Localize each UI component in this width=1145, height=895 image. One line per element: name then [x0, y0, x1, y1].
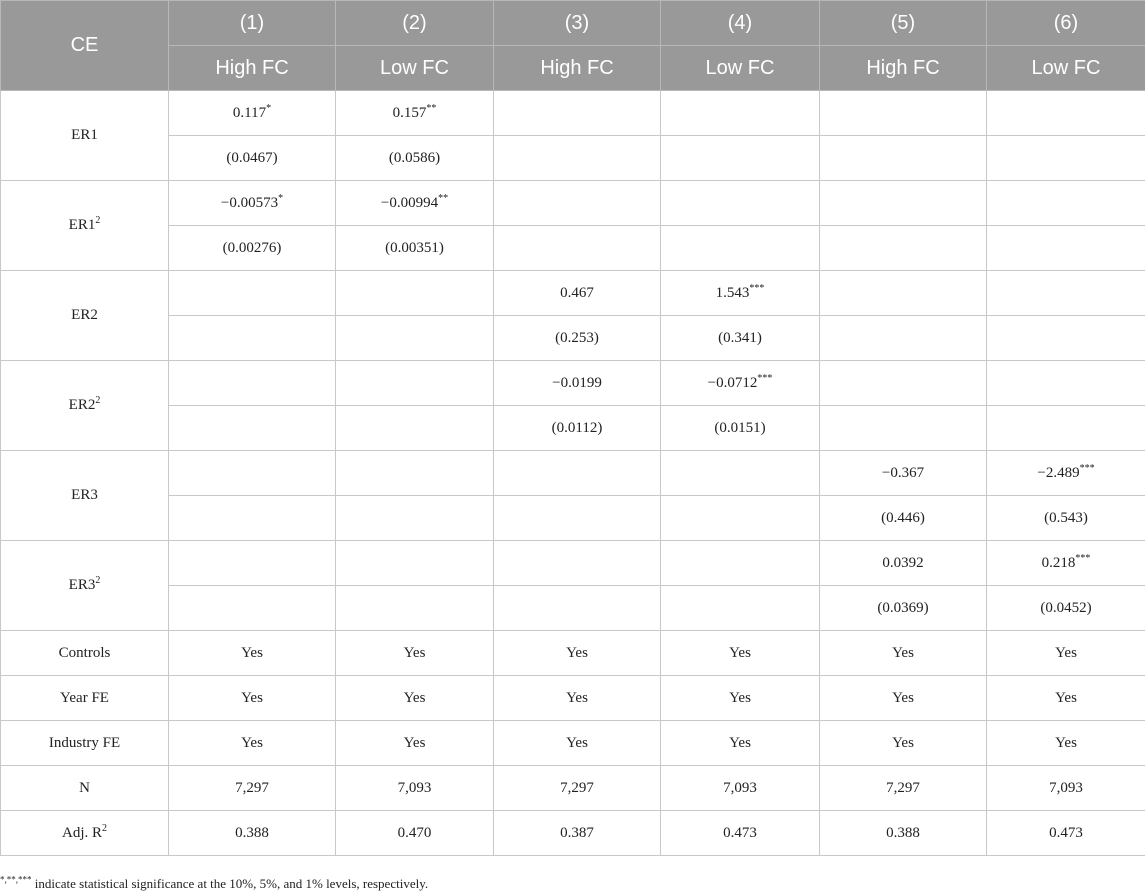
standard-error-cell	[169, 586, 336, 631]
row-label	[1, 811, 169, 856]
table-row-summary	[1, 811, 1145, 856]
summary-cell: 7,297	[494, 766, 661, 811]
coefficient-cell	[987, 271, 1145, 316]
table-row-standard-error	[1, 136, 1145, 181]
summary-cell: Yes	[987, 676, 1145, 721]
header-group-1: High FC	[169, 46, 336, 91]
table-row-standard-error	[1, 316, 1145, 361]
standard-error-cell	[169, 316, 336, 361]
table-row-summary	[1, 631, 1145, 676]
standard-error-cell	[169, 406, 336, 451]
table-row-summary	[1, 676, 1145, 721]
summary-cell: 7,093	[336, 766, 494, 811]
table-row-standard-error	[1, 406, 1145, 451]
coefficient-cell	[169, 451, 336, 496]
row-label-text: ER1	[71, 127, 98, 143]
standard-error-cell	[820, 226, 987, 271]
standard-error-cell	[987, 226, 1145, 271]
summary-cell: Yes	[169, 676, 336, 721]
header-row-groups	[1, 46, 1145, 91]
summary-cell: Yes	[987, 631, 1145, 676]
header-model-6: (6)	[987, 1, 1145, 46]
coefficient-cell	[336, 181, 494, 226]
coefficient-cell	[661, 451, 820, 496]
row-label	[1, 766, 169, 811]
row-label-text: ER2	[71, 307, 98, 323]
significance-stars: ***	[749, 282, 765, 294]
table-row-coefficient	[1, 271, 1145, 316]
coefficient-value: 0.218	[1041, 554, 1076, 571]
standard-error-cell	[336, 316, 494, 361]
summary-cell: 0.388	[820, 811, 987, 856]
coefficient-cell	[169, 181, 336, 226]
summary-cell: 0.387	[494, 811, 661, 856]
row-label	[1, 631, 169, 676]
coefficient-value: −2.489	[1037, 464, 1080, 481]
summary-cell: Yes	[987, 721, 1145, 766]
coefficient-cell	[494, 451, 661, 496]
coefficient-cell	[336, 271, 494, 316]
coefficient-cell	[169, 541, 336, 586]
coefficient-cell	[820, 271, 987, 316]
coefficient-cell	[820, 181, 987, 226]
standard-error-cell: (0.0112)	[494, 406, 661, 451]
coefficient-cell	[661, 541, 820, 586]
row-label	[1, 91, 169, 181]
header-group-3: High FC	[494, 46, 661, 91]
coefficient-value: 1.543	[715, 284, 750, 301]
table-header	[1, 1, 1145, 91]
summary-cell: Yes	[336, 721, 494, 766]
table-row-coefficient	[1, 451, 1145, 496]
header-row-model-numbers	[1, 1, 1145, 46]
table-row-standard-error	[1, 586, 1145, 631]
coefficient-cell	[661, 271, 820, 316]
coefficient-cell	[987, 451, 1145, 496]
coefficient-cell	[987, 181, 1145, 226]
standard-error-cell	[661, 136, 820, 181]
standard-error-cell	[987, 406, 1145, 451]
header-model-2: (2)	[336, 1, 494, 46]
coefficient-cell	[169, 91, 336, 136]
summary-cell: Yes	[661, 631, 820, 676]
summary-cell: Yes	[169, 631, 336, 676]
coefficient-value: 0.467	[560, 284, 594, 301]
coefficient-value: −0.0712	[707, 374, 758, 391]
row-label	[1, 361, 169, 451]
coefficient-cell	[494, 541, 661, 586]
table-body	[1, 91, 1145, 856]
coefficient-cell	[661, 181, 820, 226]
header-model-3: (3)	[494, 1, 661, 46]
standard-error-cell	[336, 406, 494, 451]
row-label-text: ER2	[68, 397, 96, 413]
row-label-superscript: 2	[102, 822, 107, 834]
summary-cell: Yes	[336, 676, 494, 721]
row-label-superscript: 2	[95, 215, 101, 226]
standard-error-cell	[987, 316, 1145, 361]
standard-error-cell	[661, 226, 820, 271]
significance-stars: ***	[757, 372, 773, 384]
note-stars: *,**,***	[0, 874, 32, 885]
coefficient-cell	[820, 91, 987, 136]
row-label	[1, 676, 169, 721]
row-label-text: N	[79, 779, 90, 796]
coefficient-value: −0.00573	[220, 194, 279, 211]
standard-error-cell	[494, 136, 661, 181]
standard-error-cell	[661, 586, 820, 631]
summary-cell: Yes	[820, 721, 987, 766]
standard-error-cell	[336, 496, 494, 541]
row-label-text: Year FE	[60, 689, 109, 706]
coefficient-cell	[661, 361, 820, 406]
table-row-standard-error	[1, 496, 1145, 541]
coefficient-value: −0.367	[881, 464, 925, 481]
summary-cell: 7,093	[987, 766, 1145, 811]
standard-error-cell: (0.00276)	[169, 226, 336, 271]
coefficient-cell	[494, 271, 661, 316]
standard-error-cell: (0.0151)	[661, 406, 820, 451]
coefficient-cell	[987, 361, 1145, 406]
summary-cell: 0.388	[169, 811, 336, 856]
row-label-text: Adj. R	[61, 824, 102, 841]
standard-error-cell	[661, 496, 820, 541]
coefficient-cell	[987, 541, 1145, 586]
table-row-coefficient	[1, 361, 1145, 406]
summary-cell: Yes	[494, 631, 661, 676]
coefficient-cell	[661, 91, 820, 136]
row-label	[1, 541, 169, 631]
header-group-4: Low FC	[661, 46, 820, 91]
standard-error-cell: (0.00351)	[336, 226, 494, 271]
row-label	[1, 271, 169, 361]
standard-error-cell: (0.543)	[987, 496, 1145, 541]
table-row-coefficient	[1, 91, 1145, 136]
summary-cell: Yes	[820, 676, 987, 721]
standard-error-cell	[987, 136, 1145, 181]
header-model-1: (1)	[169, 1, 336, 46]
coefficient-cell	[987, 91, 1145, 136]
standard-error-cell	[820, 136, 987, 181]
summary-cell: 7,297	[820, 766, 987, 811]
row-label	[1, 721, 169, 766]
summary-cell: Yes	[661, 676, 820, 721]
header-group-6: Low FC	[987, 46, 1145, 91]
table-row-summary	[1, 721, 1145, 766]
standard-error-cell	[820, 316, 987, 361]
coefficient-cell	[494, 361, 661, 406]
table-row-summary	[1, 766, 1145, 811]
standard-error-cell	[494, 496, 661, 541]
header-model-4: (4)	[661, 1, 820, 46]
table-row-coefficient	[1, 541, 1145, 586]
coefficient-cell	[336, 361, 494, 406]
summary-cell: Yes	[820, 631, 987, 676]
significance-note	[0, 876, 428, 892]
standard-error-cell	[494, 586, 661, 631]
coefficient-cell	[336, 451, 494, 496]
row-label-text: ER3	[68, 577, 96, 593]
standard-error-cell	[336, 586, 494, 631]
coefficient-cell	[820, 541, 987, 586]
row-label-text: ER1	[68, 217, 96, 233]
summary-cell: Yes	[494, 721, 661, 766]
coefficient-cell	[820, 361, 987, 406]
summary-cell: 0.473	[661, 811, 820, 856]
coefficient-value: 0.157	[392, 104, 427, 121]
significance-stars: *	[266, 102, 272, 114]
row-label-text: Industry FE	[48, 734, 121, 751]
standard-error-cell: (0.253)	[494, 316, 661, 361]
coefficient-cell	[820, 451, 987, 496]
summary-cell: 7,297	[169, 766, 336, 811]
header-model-5: (5)	[820, 1, 987, 46]
standard-error-cell	[494, 226, 661, 271]
note-text: indicate statistical significance at the 10%, 5%, and 1% levels, respectively.	[31, 876, 429, 891]
coefficient-cell	[494, 91, 661, 136]
coefficient-cell	[336, 541, 494, 586]
coefficient-value: −0.00994	[380, 194, 439, 211]
row-label	[1, 181, 169, 271]
table-row-coefficient	[1, 181, 1145, 226]
summary-cell: 7,093	[661, 766, 820, 811]
coefficient-cell	[169, 271, 336, 316]
significance-stars: **	[438, 192, 449, 204]
header-group-2: Low FC	[336, 46, 494, 91]
standard-error-cell	[169, 496, 336, 541]
summary-cell: Yes	[661, 721, 820, 766]
row-label-text: ER3	[71, 487, 98, 503]
significance-stars: *	[278, 192, 284, 204]
standard-error-cell: (0.446)	[820, 496, 987, 541]
coefficient-cell	[169, 361, 336, 406]
coefficient-value: 0.0392	[882, 554, 924, 571]
significance-stars: ***	[1075, 552, 1091, 564]
standard-error-cell: (0.0369)	[820, 586, 987, 631]
row-label	[1, 451, 169, 541]
summary-cell: 0.470	[336, 811, 494, 856]
header-group-5: High FC	[820, 46, 987, 91]
significance-stars: ***	[1079, 462, 1095, 474]
summary-cell: 0.473	[987, 811, 1145, 856]
coefficient-cell	[336, 91, 494, 136]
significance-stars: **	[426, 102, 437, 114]
summary-cell: Yes	[169, 721, 336, 766]
coefficient-value: 0.117	[232, 104, 267, 121]
row-label-superscript: 2	[95, 575, 101, 586]
summary-cell: Yes	[336, 631, 494, 676]
table-row-standard-error	[1, 226, 1145, 271]
standard-error-cell: (0.341)	[661, 316, 820, 361]
coefficient-cell	[494, 181, 661, 226]
summary-cell: Yes	[494, 676, 661, 721]
standard-error-cell	[820, 406, 987, 451]
header-dependent-variable: CE	[1, 1, 169, 91]
standard-error-cell: (0.0467)	[169, 136, 336, 181]
standard-error-cell: (0.0586)	[336, 136, 494, 181]
standard-error-cell: (0.0452)	[987, 586, 1145, 631]
row-label-text: Controls	[58, 644, 111, 661]
row-label-superscript: 2	[95, 395, 101, 406]
coefficient-value: −0.0199	[552, 374, 602, 391]
